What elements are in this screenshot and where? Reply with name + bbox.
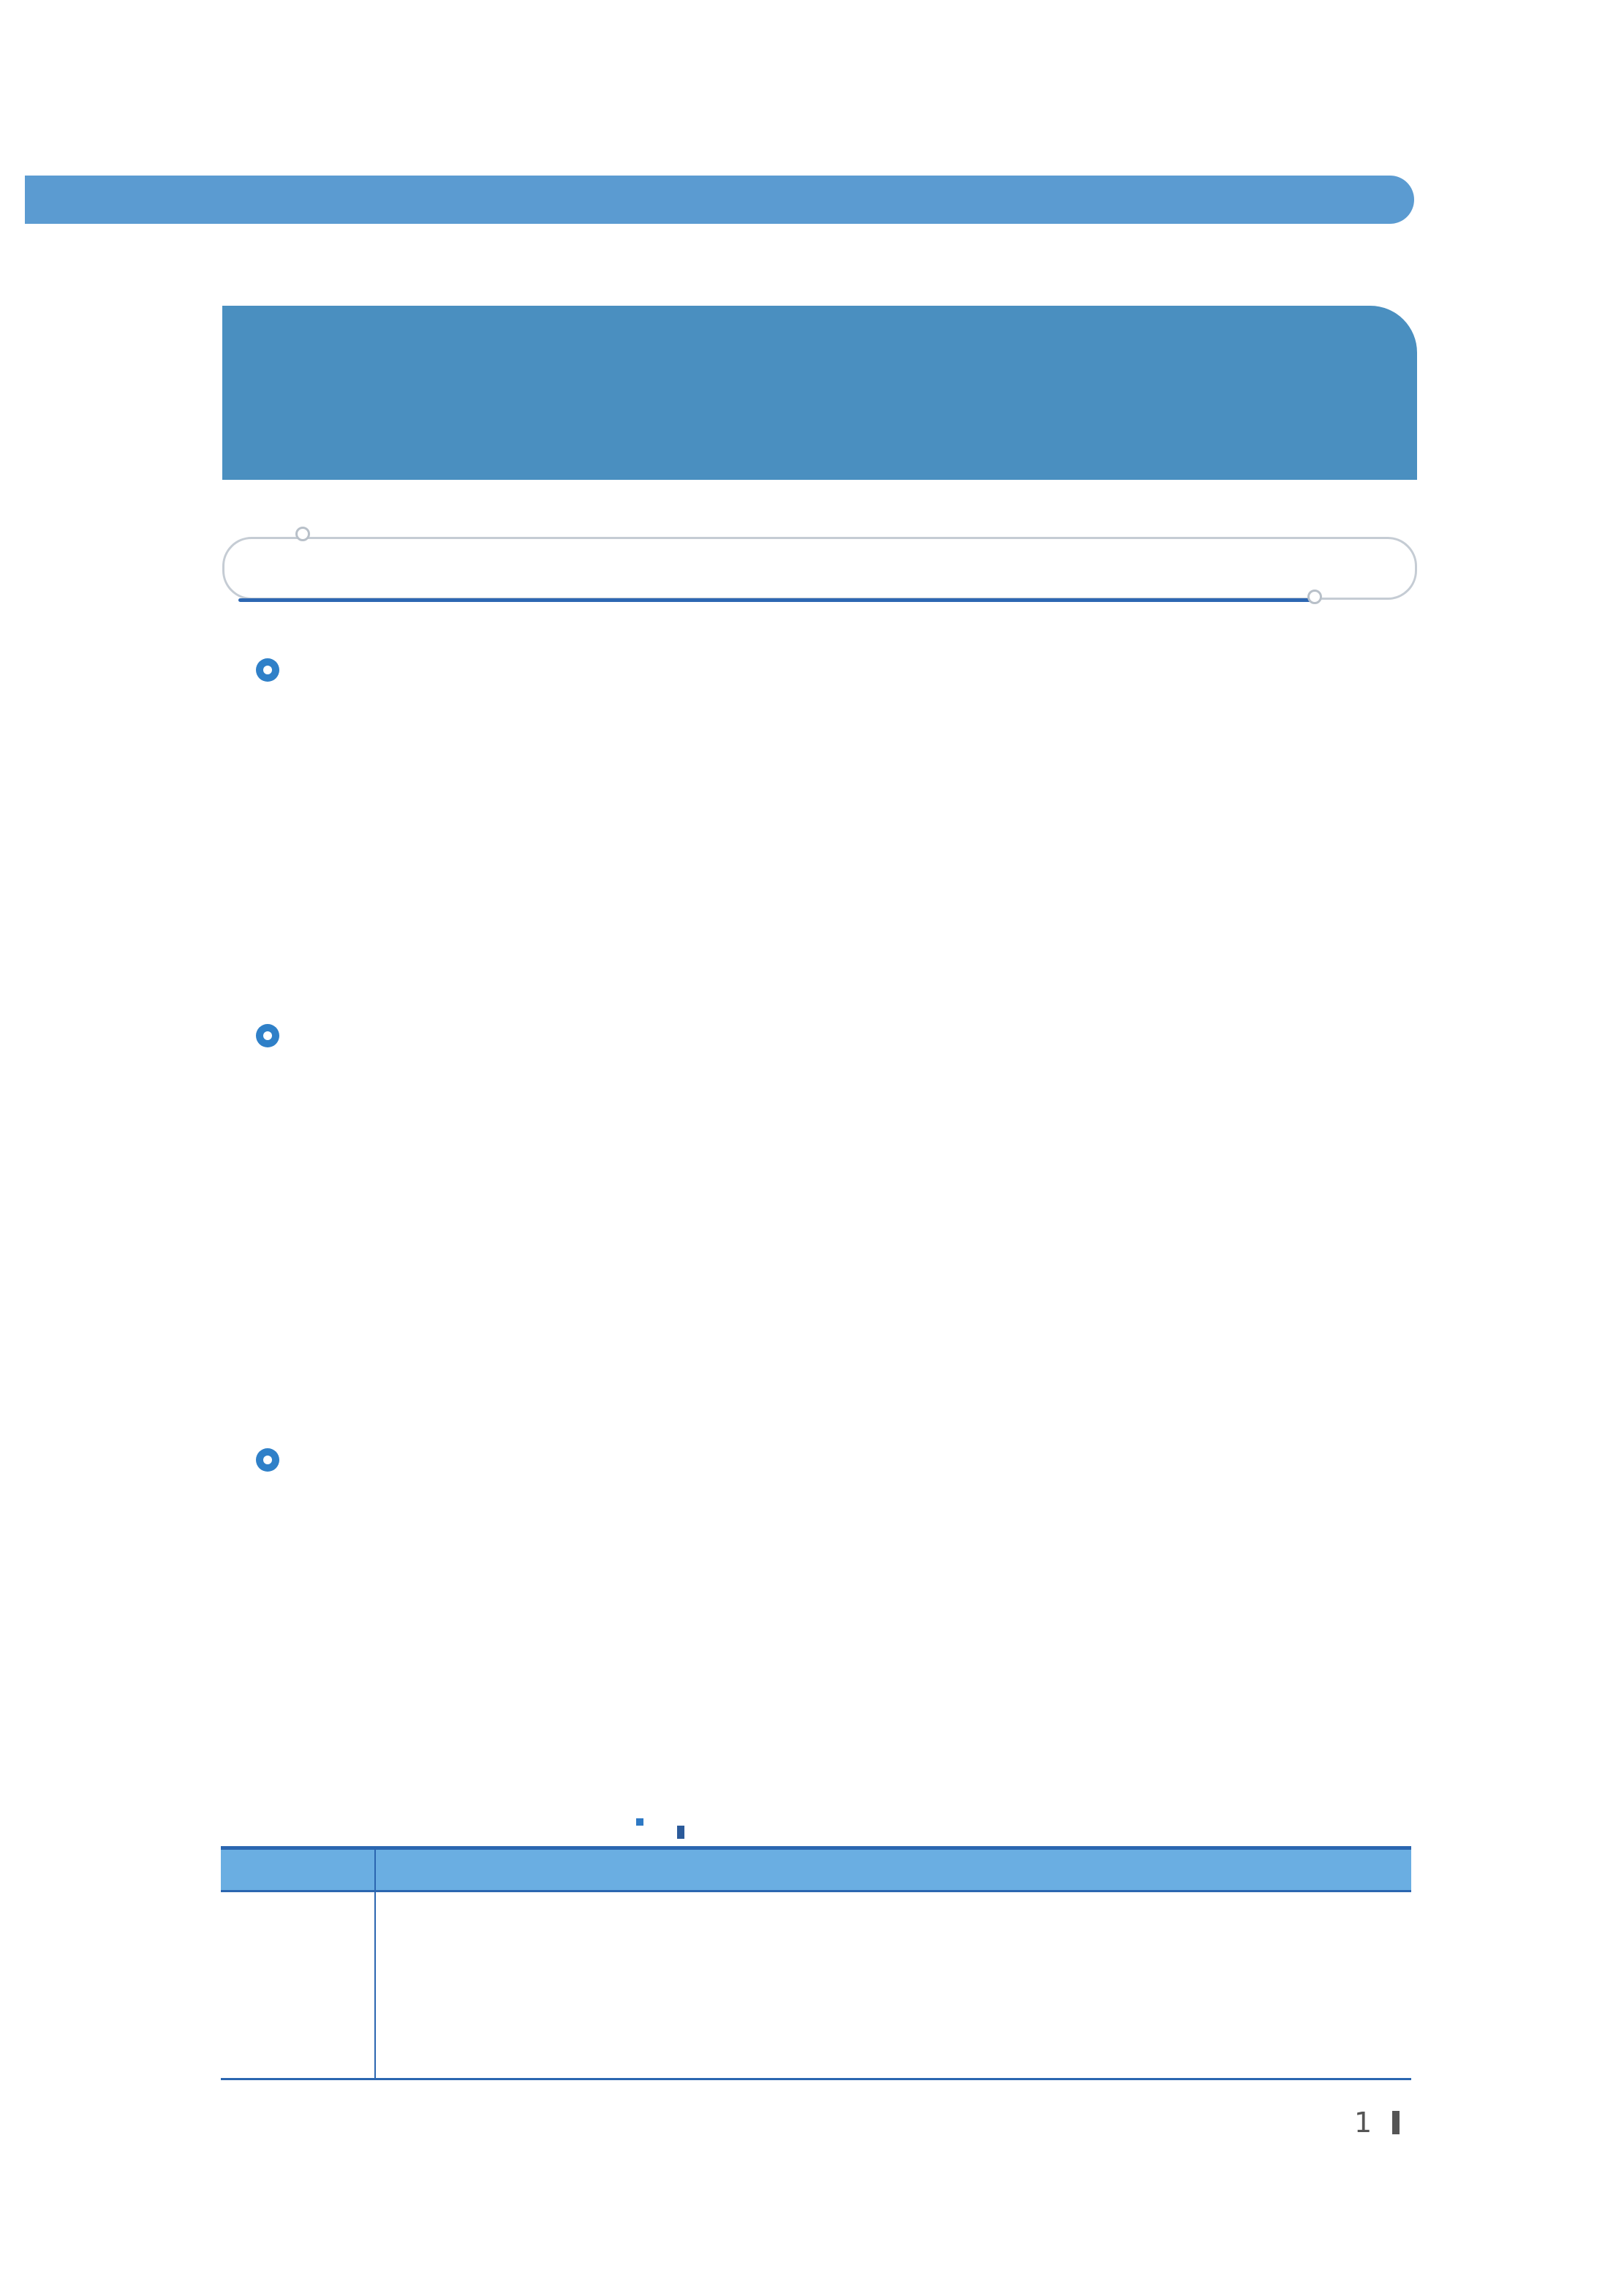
caption-marker-icon [636,1818,643,1826]
table-header-rule [221,1890,1411,1892]
section-decor-dot [295,527,310,541]
bullet-icon [256,1024,279,1047]
bullet-icon [256,1448,279,1472]
table-column-divider [374,1850,376,2080]
header-bar [25,176,1414,224]
page-number-bar [1392,2111,1400,2134]
trends-table [221,1846,1411,2080]
table-header-row [221,1850,1411,1890]
table-header-cell [376,1850,1411,1890]
section-title-box [222,537,1417,600]
caption-end-marker-icon [677,1826,684,1839]
table-caption [636,1802,684,1839]
bullet-icon [256,658,279,682]
table-bottom-rule [221,2078,1411,2080]
page-number: 1 [1354,2107,1372,2139]
section-decor-dot [1307,590,1322,604]
section-underline [238,598,1312,602]
title-banner [222,306,1417,480]
table-row-label [221,1897,374,2073]
table-header-cell [221,1850,374,1890]
